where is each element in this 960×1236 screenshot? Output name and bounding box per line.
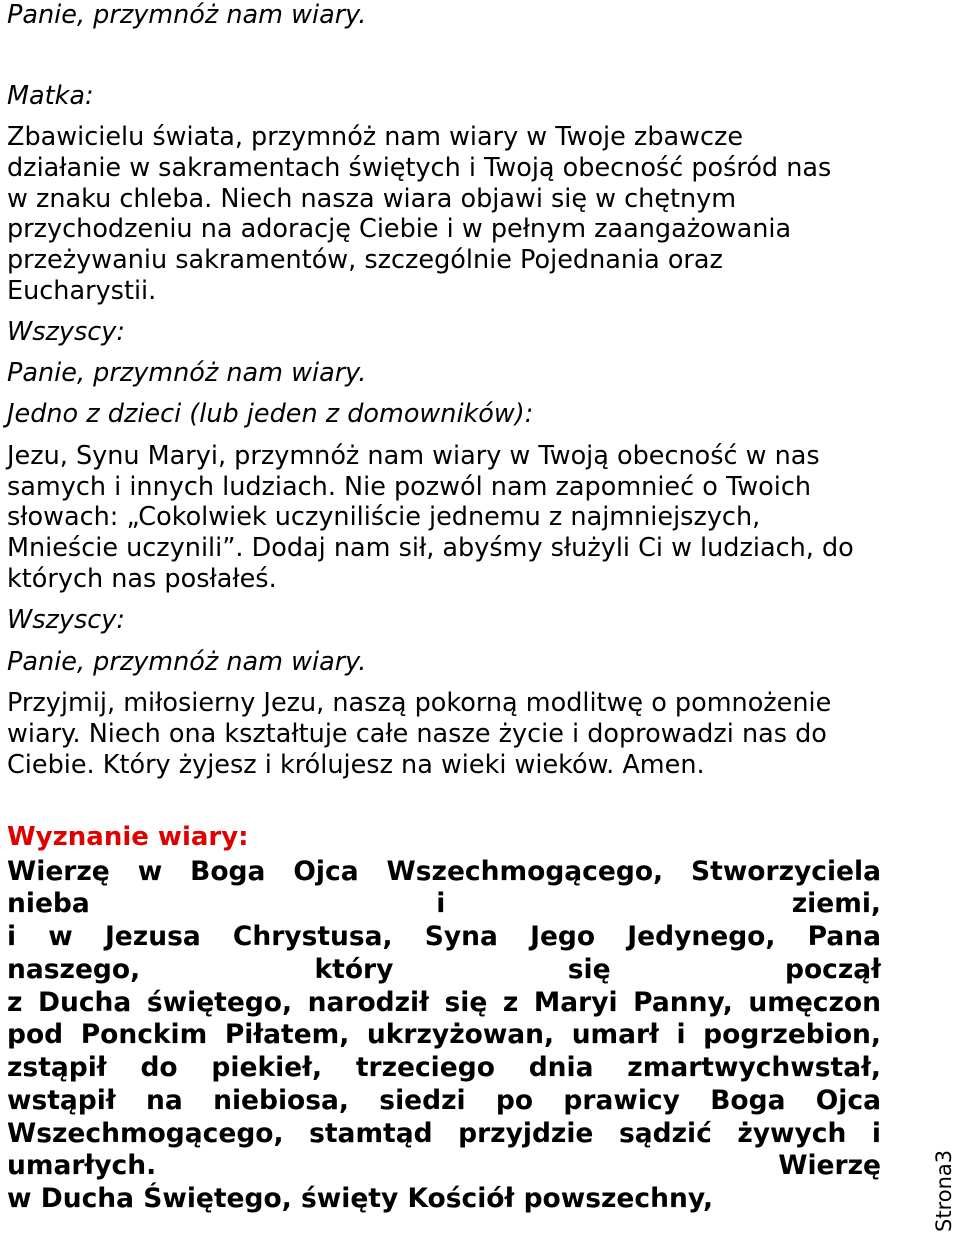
matka-line: przeżywaniu sakramentów, szczególnie Pojednania oraz [7,245,723,275]
child-label: Jedno z dzieci (lub jeden z domowników): [7,399,534,429]
child-line: słowach: „Cokolwiek uczyniliście jednemu z najmniejszych, [7,502,761,532]
child-line: samych i innych ludziach. Nie pozwól nam zapomnieć o Twoich [7,472,812,502]
response-line: Panie, przymnóż nam wiary. [7,358,367,388]
creed-line: naszego, który się począł [7,954,881,985]
wszyscy-label: Wszyscy: [7,605,125,635]
response-top: Panie, przymnóż nam wiary. [7,0,367,30]
creed-line: Wszechmogącego, stamtąd przyjdzie sądzić żywych i [7,1118,881,1149]
creed-line: nieba i ziemi, [7,888,881,919]
creed-line: w Ducha Świętego, święty Kościół powszechny, [7,1183,714,1214]
wszyscy-label: Wszyscy: [7,317,125,347]
closing-line: Ciebie. Który żyjesz i królujesz na wieki wieków. Amen. [7,750,705,780]
creed-line: pod Ponckim Piłatem, ukrzyżowan, umarł i pogrzebion, [7,1019,881,1050]
matka-label: Matka: [7,81,94,111]
response-line: Panie, przymnóż nam wiary. [7,647,367,677]
matka-line: przychodzeniu na adorację Ciebie i w pełnym zaangażowania [7,214,792,244]
creed-line: z Ducha świętego, narodził się z Maryi Panny, umęczon [7,987,881,1018]
creed-line: umarłych. Wierzę [7,1150,881,1181]
matka-line: działanie w sakramentach świętych i Twoją obecność pośród nas [7,153,832,183]
creed-line: Wierzę w Boga Ojca Wszechmogącego, Stworzyciela [7,856,881,887]
matka-line: Zbawicielu świata, przymnóż nam wiary w Twoje zbawcze [7,122,744,152]
closing-line: Przyjmij, miłosierny Jezu, naszą pokorną modlitwę o pomnożenie [7,688,832,718]
child-line: Jezu, Synu Maryi, przymnóż nam wiary w Twoją obecność w nas [7,441,820,471]
creed-heading: Wyznanie wiary: [7,822,249,852]
closing-line: wiary. Niech ona kształtuje całe nasze życie i doprowadzi nas do [7,719,827,749]
matka-line: Eucharystii. [7,276,157,306]
matka-line: w znaku chleba. Niech nasza wiara objawi się w chętnym [7,184,737,214]
creed-line: i w Jezusa Chrystusa, Syna Jego Jedynego, Pana [7,921,881,952]
creed-line: wstąpił na niebiosa, siedzi po prawicy Boga Ojca [7,1085,881,1116]
child-line: których nas posłałeś. [7,564,277,594]
creed-line: zstąpił do piekieł, trzeciego dnia zmartwychwstał, [7,1052,881,1083]
page-number: Strona3 [932,1149,956,1232]
child-line: Mnieście uczynili”. Dodaj nam sił, abyśmy służyli Ci w ludziach, do [7,533,854,563]
